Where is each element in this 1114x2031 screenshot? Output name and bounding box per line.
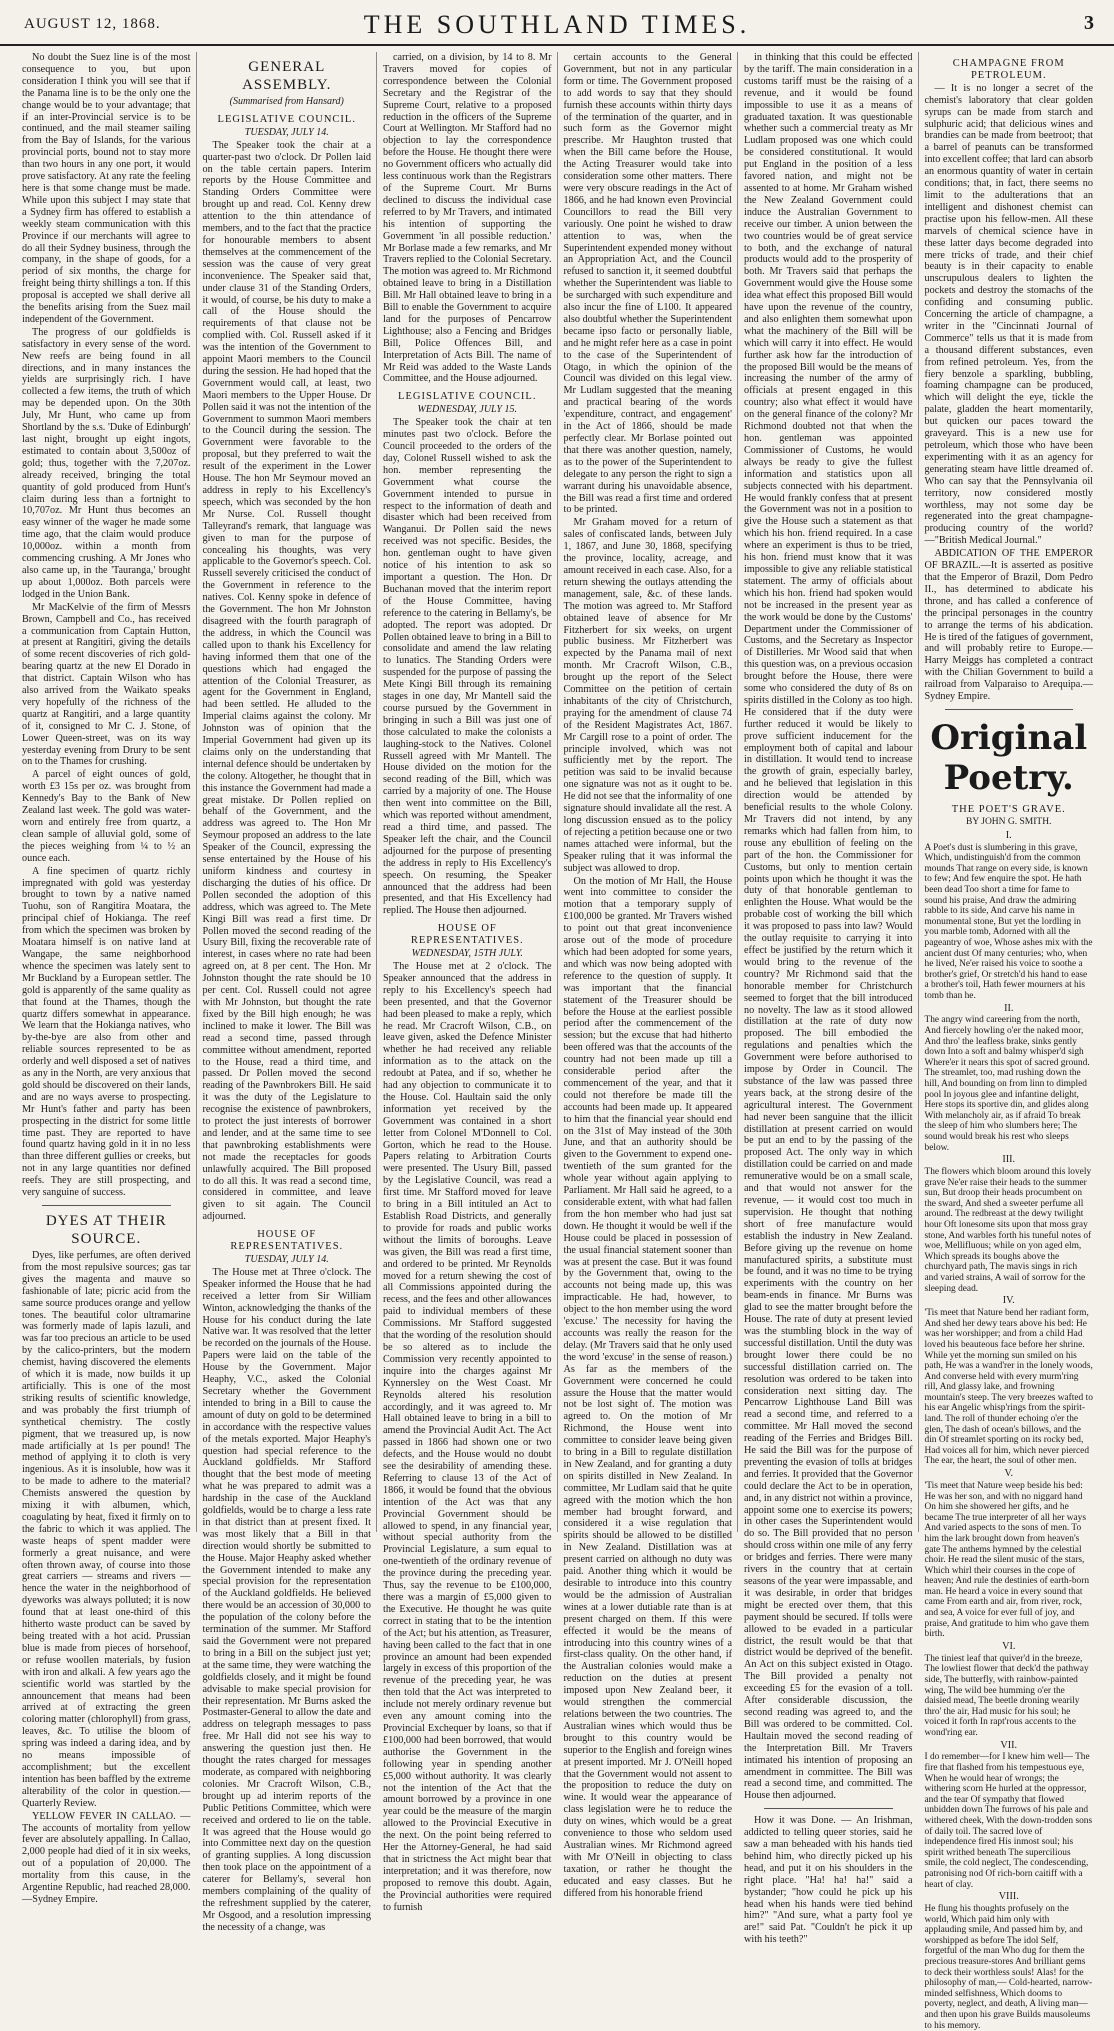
newspaper-title: THE SOUTHLAND TIMES. bbox=[363, 10, 751, 39]
article-paragraph: A fine specimen of quartz richly impregnated with gold was yesterday brought to town by a native named Tuohu, son of Rangitira Moatara, the principal chief of Hokianga. The reef from which the specimen was broken by Moatara himself is on native land at Wangape, the same neighborhood whence the specimen was lately sent to Mr Buckland by a European settler. The gold is apparently of the same quality as that found at the Thames, though the quartz differs somewhat in appearance. We learn that the Hokianga natives, who by-the-bye are also from other and reliable sources represented to be as orderly and well disposed a set of natives as any in the North, are very anxious that gold should be discovered on their lands, and are no ways averse to prospecting. Mr Hunt's father and party has been prospecting in the district for some little time past. They are reported to have found quartz having gold in it in no less than three different gullies or creeks, but not in any large quantities nor defined reefs. They are still prospecting, and very sanguine of success. bbox=[22, 865, 191, 1199]
poem-stanza: The angry wind careering from the north, And fiercely howling o'er the naked moor, And thro' the leafless brake, sinks gently down Into a soft and balmy whisper'd sigh Where'er it nears this spot of sacred ground. The streamlet, too, mad rushing down the hill, And bounding on from linn to dimpled pool In joyous glee and infantine delight, Here stops its sportive din, and glides along With melancholy air, as if afraid To break the sleep of him who slumbers here; The sound would break his rest who sleeps below. bbox=[924, 1015, 1090, 1153]
article-paragraph: The House met at Three o'clock. The Speaker informed the House that he had received a letter from Sir William Winton, acknowledging the thanks of the House for his conduct during the late Native war. It was resolved that the letter be recorded on the journals of the House. Papers were laid on the table of the House by the Government. Major Heaphy, V.C., asked the Colonial Secretary whether the Government intended to bring in a Bill to cause the amount of duty on gold to be determined in accordance with the respective values of the metals exported. Major Heaphy's question had special reference to the Auckland goldfields. Mr Stafford thought that the best mode of meeting what he was prepared to admit was a hardship in the case of the Auckland goldfields, would be to charge a less rate in that district than at present fixed. It was most likely that a Bill in that direction would shortly be submitted to the House. Major Heaphy asked whether the Government intended to make any special provision for the representation of the Auckland goldfields. He believed there would be an accession of 30,000 to the population of the colony before the termination of the summer. Mr Stafford said the Government were not prepared to bring in a Bill on the subject just yet; at the same time, they were watching the goldfields closely, and it might be found advisable to make special provision for their representation. Mr Burns asked the Postmaster-General to allow the date and address on telegraph messages to pass free. Mr Hall did not see his way to answering the question just then. He thought the rates charged for messages moderate, as compared with neighboring colonies. Mr Cracroft Wilson, C.B., brought up ad interim reports of the Public Petitions Committee, which were received and ordered to lie on the table. It was agreed that the House would go into Committee next day on the question of granting supplies. A long discussion then took place on the appointment of a caterer for Bellamy's, several hon members complaining of the quality of the refreshment supplied by the caterer, Mr Osgood, and a resolution impressing the necessity of a change, was bbox=[202, 1266, 371, 1933]
anecdote-paragraph: How it was Done. — An Irishman, addicted to telling queer stories, said he saw a man beheaded with his hands tied behind him, who directly picked up his head, and put it on his shoulders in the right place. "Ha! ha! ha!" said a bystander; "how could he pick up his head when his hands were tied behind him?" "And sure, what a party fool ye are!" said Pat. "Couldn't he pick it up with his teeth?" bbox=[744, 1815, 913, 1946]
poem-title: THE POET'S GRAVE. bbox=[951, 803, 1066, 815]
page-number: 3 bbox=[1084, 12, 1094, 34]
stanza-number: VII. bbox=[1000, 1739, 1018, 1751]
sitting-date: WEDNESDAY, 15TH JULY. bbox=[411, 948, 523, 960]
poem-byline: BY JOHN G. SMITH. bbox=[966, 816, 1052, 827]
column-6 bbox=[924, 52, 1099, 2031]
stanza-number: V. bbox=[1004, 1468, 1014, 1480]
chamber-heading: LEGISLATIVE COUNCIL. bbox=[217, 113, 356, 125]
chamber-heading: LEGISLATIVE COUNCIL. bbox=[398, 391, 537, 403]
section-heading: GENERAL ASSEMBLY. bbox=[242, 59, 332, 93]
article-heading: DYES AT THEIR SOURCE. bbox=[45, 1213, 167, 1247]
article-heading: CHAMPAGNE FROM PETROLEUM. bbox=[952, 58, 1065, 81]
section-subheading: (Summarised from Hansard) bbox=[229, 96, 344, 107]
poem-stanza: The tiniest leaf that quiver'd in the breeze, The lowliest flower that deck'd the pathway side, The butterfly, with rainbow-painted wing, The wild bee humming o'er the daisied mead, The beetle droning wearily thro' the air, Had music for his soul; he voiced it forth In rapt'rous accents to the wond'ring ear. bbox=[924, 1653, 1089, 1738]
sitting-date: TUESDAY, JULY 14. bbox=[244, 126, 329, 138]
stanza-number: IV. bbox=[1002, 1295, 1015, 1307]
article-paragraph: The House met at 2 o'clock. The Speaker announced that the address in reply to his Excellency's speech had been presented, and that the Governor had been pleased to make a reply, which he read. Mr Cracroft Wilson, C.B., on leave given, asked the Defence Minister whether he had received any reliable information as to the attack on the redoubt at Patea, and if so, whether he had any objection to communicate it to the House. Col. Haultain said the only information yet received by the Government was contained in a short letter from Colonel M'Donnell to Col. Gorton, which he read to the House. Papers relating to Arbitration Courts were presented. The Usury Bill, passed by the Legislative Council, was read a first time. Mr Stafford moved for leave to bring in a Bill intituled an Act to Establish Road Districts, and generally to provide for roads and public works without the limits of boroughs. Leave was given, the Bill was read a first time, and ordered to be printed. Mr Reynolds moved for a return shewing the cost of all Commissions appointed during the recess, and the fees and other allowances paid to individual members of these Commissions. Mr Stafford suggested that the wording of the resolution should be so altered as to include the Commission very recently appointed to inquire into the charges against Mr Kynnersley on the West Coast. Mr Reynolds altered his resolution accordingly, and it was agreed to. Mr Hall obtained leave to bring in a bill to amend the Provincial Audit Act. The Act passed in 1866 had shown one or two defects, and the House would no doubt see the desirability of amending these. Referring to clause 13 of the Act of 1866, it would be found that the obvious intention of the Act was that any Provincial Government should be allowed to spend, in any financial year, without special authority from the Provincial Legislature, a sum equal to one-twentieth of the ordinary revenue of the province during the preceding year. Thus, say the revenue to be £100,000, there was a margin of £5,000 given to the Executive. He thought he was quite correct in stating that to be the intention of the Act; but his attention, as Treasurer, having been called to the fact that in one province an amount had been expended largely in excess of this proportion of the revenue of the preceding year, he was then told that the Act was interpreted to include not merely ordinary revenue but even any amount coming into the Provincial Exchequer by loans, so that if £100,000 had been borrowed, that would authorise the Government in the following year in spending another £5,000 without authority. It was clearly not the intention of the Act that the amount borrowed by a province in one year could be the measure of the margin allowed to the Provincial Executive in the next. On the point being referred to Her the Attorney-General, he had said that in strictness the Act might bear that interpretation; and it was therefore, now proposed to remove this doubt. Again, the Provincial authorities were required to furnish bbox=[383, 960, 552, 1913]
article-paragraph: Mr Graham moved for a return of sales of confiscated lands, between July 1, 1867, and June 30, 1868, specifying the province, locality, acreage, and amount received in each case. Also, for a return shewing the outlays attending the management, sale, &c. of these lands. The motion was agreed to. Mr Stafford obtained leave of absence for Mr Fitzherbert for six weeks, on urgent public business. Mr Fitzherbert was expected by the Panama mail of next month. Mr Cracroft Wilson, C.B., brought up the report of the Select Committee on the petition of certain inhabitants of the city of Christchurch, praying for the amendment of clause 74 of the Resident Magistrates Act, 1867. Mr Cargill rose to a point of order. The principle involved, which was not sufficiently met by the report. The petition was said to be invalid because one signature was not as it ought to be. He did not see that the informality of one signature should invalidate all the rest. A long discussion ensued as to the policy of rejecting a petition because one or two names attached were informal, but the Speaker ruling that it was informal the subject was allowed to drop. bbox=[563, 517, 732, 874]
stanza-number: VIII. bbox=[998, 1891, 1019, 1903]
column-3 bbox=[383, 52, 558, 1913]
article-paragraph: ABDICATION OF THE EMPEROR OF BRAZIL.—It is asserted as positive that the Emperor of Brazil, Dom Pedro II., has determined to abdicate his throne, and has called a conference of the principal personages in the country to arrange the terms of his abdication. He is tired of the fatigues of government, and will probably retire to Europe.—Harry Meiggs has completed a contract with the Chilian Government to build a railroad from Valparaiso to Arequipa.—Sydney Empire. bbox=[924, 548, 1093, 703]
issue-date: AUGUST 12, 1868. bbox=[24, 16, 161, 32]
article-paragraph: certain accounts to the General Government, but not in any particular form or time. The Government proposed to add words to say that they should furnish these accounts within thirty days of the termination of the quarter, and in such form as the Governor might prescribe. Mr Haughton trusted that when the Bill came before the House, the Acting Treasurer would take into consideration some other matters. There were very obscure readings in the Act of 1866, and he had known even Provincial Councillors to read the Bill very variously. One point he wished to draw attention to was, when the Superintendent expended money without an Appropriation Act, and the Council refused to sanction it, it seemed doubtful whether the Superintendent was liable to be surcharged with such expenditure and also incur the fine of L100. It appeared also doubtful whether the Superintendent became ipso facto or personally liable, and he might refer here as a case in point to the case of the Superintendent of Otago, in which the opinion of the Council was divided on this legal view. Mr Ludlam suggested that the meaning and practical bearing of the words 'expenditure, contract, and engagement' in the Act of 1866, should be made perfectly clear. Mr Borlase pointed out that there was another question, namely, as to the power of the Superintendent to delegate to any person the right to sign a warrant during his unavoidable absence, the Bill was read a first time and ordered to be printed. bbox=[563, 52, 732, 516]
article-paragraph: The Speaker took the chair at a quarter-past two o'clock. Dr Pollen laid on the table certain papers. Interim reports by the House Committee and Standing Orders Committee were brought up and read. Col. Kenny drew attention to the thin attendance of members, and to the fact that the practice for honourable members to absent themselves at the commencement of the session was the cause of very great inconvenience. The Speaker said that, under clause 31 of the Standing Orders, it would, of course, be his duty to make a call of the House should the requirements of that clause not be complied with. Col. Russell asked if it was the intention of the Government to appoint Maori members to the Council during the session. He had hoped that the Government would call, at least, two Maori members to the Upper House. Dr Pollen said it was not the intention of the Government to summon Maori members to the Council during the session. The Government were favorable to the proposal, but they preferred to wait the result of the experiment in the Lower House. The hon Mr Seymour moved an address in reply to his Excellency's speech, which was seconded by the hon Mr Nurse. Col. Russell thought Talleyrand's remark, that language was given to man for the purpose of concealing his thoughts, was very applicable to the Governor's speech. Col. Russell severely criticised the conduct of the Government in reference to the natives. Col. Kenny spoke in defence of the Government. The hon Mr Johnston disagreed with the fourth paragraph of the address, in which the Council was called upon to thank his Excellency for having informed them that one of the questions which had engaged the attention of the Colonial Treasurer, as agent for the Government in England, had been settled. He alluded to the Imperial claims against the colony. Mr Johnston was of opinion that the Imperial Government had given up its claims only on the understanding that internal defence should be undertaken by the colony. Altogether, he thought that in this instance the Government had made a great mistake. Dr Pollen replied on behalf of the Government, and the address was agreed to. The Hon Mr Seymour proposed an address to the late Speaker of the Council, expressing the sense entertained by the House of his uniform kindness and courtesy in discharging the duties of his office. Dr Pollen seconded the adoption of this address, which was agreed to. The Mete Kingi Bill was read a first time. Dr Pollen moved the second reading of the Usury Bill, fixing the recoverable rate of interest, in cases where no rate had been agreed on, at 8 per cent. The Hon. Mr Johnston thought the rate should be 10 per cent. Col. Russell could not agree with Mr Johnston, but thought the rate fixed by the Bill high enough; he was inclined to make it lower. The Bill was read a second time, passed through committee without amendment, reported to the House, read a third time, and passed. Dr Pollen moved the second reading of the Pawnbrokers Bill. He said it was the duty of the Legislature to recognise the existence of pawnbrokers, to protect the just interests of borrower and lender, and at the same time to see that pawnbroking establishments were not made the receptacles for goods unlawfully acquired. The Bill proposed to do all this. It was read a second time, considered in committee, and leave given to sit again. The Council adjourned. bbox=[202, 139, 371, 1223]
article-paragraph: in thinking that this could be effected by the tariff. The main consideration in a customs tariff must be the raising of a revenue, and it would be found impossible to use it as a means of graduated taxation. It was questionable whether such a commercial treaty as Mr Ludlam proposed was one which could be considered constitutional. It would put England in the position of a less favored nation, and might not be assented to at home. Mr Graham wished the New Zealand Government could induce the Australian Government to receive our timber. A union between the two countries would be of great service to both, and the exchange of natural products would add to the prosperity of both. Mr Travers said that perhaps the Government would give the House some idea what effect this proposed Bill would have upon the revenue of the country, and also enlighten them somewhat upon what the machinery of the Bill will be which will carry it into effect. He would further ask how far the introduction of the proposed Bill would be the means of increasing the number of the army of officials at present engaged in this country; also what effect it would have on the general finance of the colony? Mr Richmond doubted not that when the hon. gentleman was appointed Commissioner of Customs, he would always be ready to give the fullest information and statistics upon all subjects connected with his department. He would frankly confess that at present the Government was not in a position to give the House such a statement as that which his hon. friend required. In a case where an experiment is thus to be tried, his hon. friend must know that it was impossible to give any reliable statistical statement. The army of officials about which his hon. friend had spoken would not be increased in the present year as the work would be done by the Customs' Department under the Commissioner of Customs, and the Secretary as Inspector of Distilleries. Mr Wood said that when this question was, on a previous occasion brought before the House, there were some who considered the duty of 8s on spirits distilled in the Colony as too high. He considered that if the duty were further reduced it would be likely to prove sufficient inducement for the employment both of capital and labour in distillation. It would tend to increase the growth of grain, especially barley, and he believed that legislation in this direction would be attended by beneficial results to the whole Colony. Mr Travers did not intend, by any remarks which had fallen from him, to rouse any ebullition of feeling on the part of the hon. the Commissioner for Customs, but only to mention certain points upon which he thought it was the duty of that honorable gentleman to enlighten the House. What would be the probable cost of working the bill which it was proposed to pass into law? Would the outlay requisite to carrying it into effect be justified by the return which it would bring to the revenue of the country? Mr Richmond said that the honorable member for Christchurch seemed to forget that the bill introduced no novelty. The law as it stood allowed distillation at the rate of duty now proposed. The bill embodied the regulations and penalties which the Government were before authorised to impose by Order in Council. The substance of the law was passed three years back, at the strong desire of the agricultural interest. The Government had never been sanguine that the illicit distillation at present carried on would be put an end to by the passing of the proposed Act. The only way in which distillation could be carried on and made remunerative would be on a small scale, and that would not answer for the revenue, — it would cost too much in supervision. He thought that nothing short of free manufacture would establish the industry in New Zealand. Before giving up the revenue on home manufactured spirits, a substitute must be found, and it was no time to be trying experiments with the country on her beam-ends in finance. Mr Burns was glad to see the matter brought before the House. The rate of duty at present levied was the stumbling block in the way of successful distillation. Until the duty was brought lower there could be no successful distillation carried on. The resolution was ordered to be taken into consideration next sitting day. The Pencarrow Lighthouse Land Bill was read a second time, and referred to a committee. Mr Hall moved the second reading of the Ferries and Bridges Bill. He said the Bill was for the purpose of preventing the evasion of tolls at bridges and ferries. It provided that the Governor could declare the Act to be in operation, and, in any district not within a province, appoint some one to exercise its powers; in other cases the Superintendent would do so. The Bill provided that no person should cross within one mile of any ferry or bridges and ferries. There were many rivers in the country that at certain seasons of the year were impassable, and it was desirable, in order that bridges might be erected over them, that this payment should be secured. If tolls were allowed to be evaded in a particular district, the result would be that that district would be deprived of the benefit. An Act on this subject existed in Otago. The Bill provided a penalty not exceeding £5 for the evasion of a toll. After considerable discussion, the second reading was agreed to, and the Bill was ordered to be committed. Col. Haultain moved the second reading of the Interpretation Bill. Mr Travers intimated his intention of proposing an amendment in committee. The Bill was read a second time, and committed. The House then adjourned. bbox=[744, 52, 913, 1802]
article-paragraph: On the motion of Mr Hall, the House went into committee to consider the motion that a temporary supply of £100,000 be granted. Mr Travers wished to point out that great inconvenience arose out of the mode of procedure which had been adopted for some years, and which was now being adopted with reference to the question of supply. It was important that the financial statement of the Treasurer should be before the House at the earliest possible period after the commencement of the session; but the excuse that had hitherto been offered was that the accounts of the country had not been made up till a considerable period after the commencement of the year, and that it could not therefore be made till the accounts had been made up. It appeared to him that the financial year should end on the 31st of May instead of the 30th June, and that an authority should be given to the Government to expend one-twentieth of the sum granted for the whole year without again applying to Parliament. Mr Hall said he agreed, to a considerable extent, with what had fallen from the hon member who had just sat down. He thought it would be well if the House could be placed in possession of the usual financial statement sooner than was at present the case. But it was found by the Government that, owing to the accounts not being made up, this was impracticable. He had, however, to object to the hon member using the word 'excuse.' The necessity for having the accounts was really the reason for the delay. (Mr Travers said that he only used the word 'excuse' in the sense of reason.) As far as the members of the Government were concerned he could assure the House that the matter would not be lost sight of. The motion was agreed to. On the motion of Mr Richmond, the House went into committee to consider leave being given to bring in a Bill to regulate distillation in New Zealand, and for granting a duty on spirits distilled in New Zealand. In committee, Mr Ludlam said that he quite agreed with the motion which the hon member had brought forward, and considered it a wise regulation that spirits should be allowed to be distilled in New Zealand. Distillation was at present carried on although no duty was paid. Another thing which it would be desirable to introduce into this country would be the admission of Australian wines at a lower dutiable rate than is at present charged on them. If this were effected it would be the means of introducing into this country wines of a first-class quality. On the other hand, if the Australian colonies would make a reduction on the duties at present imposed upon New Zealand beer, it would strengthen the commercial relations between the two countries. The Australian wines which would thus be brought to this country would be superior to the English and foreign wines at present imported. Mr J. O'Neill hoped that the Government would not assent to the proposition to reduce the duty on wine. It would wear the appearance of class legislation were he to reduce the duty on wines, which would be a great convenience to those who seldom used Australian wines. Mr Richmond agreed with Mr O'Neill in objecting to class taxation, or rather he thought the educated and easy classes. But he differed from his honorable friend bbox=[563, 875, 732, 1899]
article-paragraph: carried, on a division, by 14 to 8. Mr Travers moved for copies of correspondence between the Colonial Secretary and the Registrar of the Supreme Court, relative to a proposed reduction in the officers of the Supreme Court at Wellington. Mr Stafford had no objection to lay the correspondence before the House. He thought there were no Government officers who actually did less continuous work than the Registrars of the Supreme Court. Mr Burns declined to discuss the individual case referred to by Mr Travers, and intimated his intention of supporting the Government 'in all possible reduction.' Mr Borlase made a few remarks, and Mr Travers replied to the Colonial Secretary. The motion was agreed to. Mr Richmond obtained leave to bring in a Distillation Bill. Mr Hall obtained leave to bring in a Bill to enable the Government to acquire land for the purposes of Pencarrow Lighthouse; also a Fencing and Bridges Bill, Police Offences Bill, and Interpretation of Acts Bill. The name of Mr Reid was added to the Waste Lands Committee, and the House adjourned. bbox=[383, 52, 552, 385]
column-5 bbox=[744, 52, 919, 1946]
poem-stanza: A Poet's dust is slumbering in this grave, Which, undistinguish'd from the common mounds That range on every side, is known to few; And few enquire the spot. He hath been dead Too short a time for fame to sound his praise, And draw the admiring rabble to its side, And carve his name in monumental stone, But yet the lordling in you marble tomb, Adorned with all the pageantry of woe, Whose ashes mix with the ancient dust Of many centuries; who, when he lived, Ne'er raised his voice to soothe a brother's grief, Or stretch'd his hand to ease a brother's toil, Hath fewer mourners at his tomb than he. bbox=[924, 842, 1093, 1001]
masthead bbox=[0, 0, 1114, 46]
column-4 bbox=[563, 52, 739, 1899]
poem-stanza: I do remember—for I knew him well— The fire that flashed from his tempestuous eye, When he would hear of wrongs; the withering scorn He hurled at the oppressor, and the tear Of sympathy that flowed unbidden down The furrows of his pale and withered cheek, With the down-trodden sons of daily toil. The sacred love of independence fired His inmost soul; his spirit writhed beneath The supercilious smile, the cold neglect, The condescending, patronising nod Of rich-born caitiff with a heart of clay. bbox=[924, 1752, 1093, 1890]
poem-stanza: 'Tis meet that Nature weep beside his bed: He was her son, and with no niggard hand On him she showered her gifts, and he became The true interpreter of all her ways And varied aspects to the sons of men. To him the lark brought down from heaven's gate The anthems hymned by the celestial choir. He read the silent music of the stars, Which whirl their courses in the cope of heaven; And rule the destinies of earth-born man. He heard a voice in every sound that came From earth and air, from river, rock, and sea, A voice for ever full of joy, and praise, And gratitude to him who gave them birth. bbox=[924, 1480, 1090, 1640]
stanza-number: VI. bbox=[1002, 1640, 1016, 1652]
stanza-number: III. bbox=[1002, 1154, 1016, 1166]
article-paragraph: Mr MacKelvie of the firm of Messrs Brown, Campbell and Co., has received a communication from Captain Hutton, at present at Rangitiri, giving the details of some recent discoveries of rich gold-bearing quartz at the new El Dorado in that district. Captain Wilson who has also arrived from the Waikato speaks very hopefully of the richness of the quartz at Rangitiri, and a large quantity of it, consigned to Mr C. J. Stone, of Lower Queen-street, was on its way yesterday evening from Drury to be sent on to the Thames for crushing. bbox=[22, 601, 191, 768]
poetry-section-heading: Original Poetry. bbox=[930, 717, 1088, 798]
stanza-number: I. bbox=[1005, 829, 1012, 841]
column-2 bbox=[202, 52, 378, 1933]
article-paragraph: No doubt the Suez line is of the most consequence to you, but upon consideration I think you will see that if the Panama line is to be the only one the change would be to your advantage; that if an inter-Provincial service is to be continued, and the mail steamer sailing from the Bay of Islands, for the various provincial ports, bound not to stay more than two hours in any one port, it would prove satisfactory. At any rate the feeling here is that some change must be made. While upon this subject I may state that a Sydney firm has offered to establish a weekly steam communication with this Province if our merchants will agree to do all their Sydney business, through the company, in the shape of goods, for a period of six months, the charge for freight being thirty shillings a ton. If this proposal is accepted we shall derive all the benefits arising from the Suez mail independent of the Government. bbox=[22, 52, 191, 325]
article-paragraph: YELLOW FEVER IN CALLAO. — The accounts of mortality from yellow fever are absolutely appalling. In Callao, 2,000 people had died of it in six weeks, out of a population of 20,000. The mortality from this cause, in the Argentine Republic, had reached 28,000.—Sydney Empire. bbox=[22, 1810, 191, 1905]
chamber-heading: HOUSE OF REPRESENTATIVES. bbox=[410, 923, 524, 947]
article-paragraph: Dyes, like perfumes, are often derived from the most repulsive sources; gas tar gives the magenta and mauve so fashionable of late; picric acid from the same source produces orange and yellow tones. The beautiful color ultramarine was formerly made of lapis lazuli, and was far too precious an article to be used by the calico-printers, but the modern chemist, having discovered the elements of which it is made, now builds it up artificially. This is one of the most striking results of scientific knowledge, and was probably the first triumph of synthetical chemistry. The costly pigment, that we treasured up, is now made artificially at 1s per pound! The method of applying it to cloth is very ingenious. As it is insoluble, how was it to be made to adhere to the material? Chemists answered the question by mixing it with albumen, which, coagulating by heat, fixed it firmly on to the fabric to which it was applied. The waste heaps of spent madder were formerly a great nuisance, and were often thrown away, of course into those great carriers — streams and rivers — hence the water in the neighborhood of dyeworks was always polluted; it is now found that at least one-third of this hitherto waste product can be saved by being treated with a hot acid. Prussian blue is made from pieces of horsehoof, or refuse woollen materials, by fusion with iron and alkali. A few years ago the scientific world was startled by the announcement that means had been arrived at of extracting the green coloring matter (chlorophyll) from grass, leaves, &c. To utilise the bloom of spring was indeed a daring idea, and by no means impossible of accomplishment; but the excellent intention has been baffled by the extreme alterability of the color in question.—Quarterly Review. bbox=[22, 1250, 191, 1809]
article-paragraph: The Speaker took the chair at ten minutes past two o'clock. Before the Council proceeded to the orders of the day, Colonel Russell wished to ask the hon. member representing the Government what course the Government intended to pursue in respect to the information of death and disaster which had been received from Wanganui. Dr Pollen said the news received was not specific. Besides, the hon. gentleman ought to have given notice of his intention to ask so important a question. The Hon. Dr Buchanan moved that the interim report of the House Committee, having reference to the catering in Bellamy's, be adopted. The report was adopted. Dr Pollen obtained leave to bring in a Bill to consolidate and amend the law relating to lunatics. The Standing Orders were suspended for the purpose of passing the Mete Kingi Bill through its remaining stages in one day, Mr Mantell said the course pursued by the Government in bringing in such a Bill was just one of those calculated to make the colonists a laughing-stock to the Natives. Colonel Russell agreed with Mr Mantell. The House divided on the motion for the second reading of the Bill, which was carried by a majority of one. The House then went into committee on the Bill, which was reported without amendment, read a third time, and passed. The Speaker left the chair, and the Council adjourned for the purpose of presenting the address in reply to His Excellency's speech. On resuming, the Speaker announced that the address had been presented, and that His Excellency had replied. The House then adjourned. bbox=[383, 417, 552, 917]
sitting-date: WEDNESDAY, JULY 15. bbox=[417, 404, 517, 416]
page-columns bbox=[22, 52, 1098, 2031]
sitting-date: TUESDAY, JULY 14. bbox=[244, 1254, 329, 1265]
poem-stanza: He flung his thoughts profusely on the world, Which paid him only with applauding smile, And passed him by, and worshipped as before The idol Self, forgetful of the man Who dug for them the precious treasure-stores And brilliant gems to deck their worthless souls! Alas! for the philosophy of man,— Cold-hearted, narrow-minded selfishness, Which dooms to poverty, neglect, and death, A living man—and then upon his grave Builds mausoleums to his memory. bbox=[924, 1904, 1093, 2031]
article-paragraph: — It is no longer a secret of the chemist's laboratory that clear golden syrups can be made from starch and sulphuric acid; that delicious wines and brandies can be made from beetroot; that a barrel of peanuts can be transformed into excellent coffee; that lard can absorb an enormous quantity of water in certain conditions; that, in fact, there seems no limit to the adulterations that an intelligent and dishonest chemist can practise upon his fellow-men. All these marvels of chemical science have in these latter days become degraded into mere tricks of trade, and their chief beauty is in their capacity to enable unscrupulous dealers to lighten the pockets and destroy the stomachs of the confiding and consuming public. Concerning the article of champagne, a writer in the "Cincinnati Journal of Commerce" tells us that it is made from a thousand different substances, even from refined petroleum. Yes, from the fiery benzole a sparkling, bubbling, foaming champagne can be produced, which will delight the eye, tickle the palate, gladden the heart momentarily, but quicken our paces toward the graveyard. This is a new use for petroleum, which those who have been experimenting with it as an agency for generating steam have little dreamed of. Who can say that the Pennsylvania oil territory, now considered mostly worthless, may not some day be regenerated into the great champagne-producing country of the world?—"British Medical Journal." bbox=[924, 82, 1093, 547]
article-paragraph: A parcel of eight ounces of gold, worth £3 15s per oz. was brought from Kennedy's Bay to the Bank of New Zealand last week. The gold was water-worn and entirely free from quartz, a clean sample of alluvial gold, some of the pieces weighing from ¼ to ½ an ounce each. bbox=[22, 769, 191, 864]
poem-stanza: 'Tis meet that Nature bend her radiant form, And shed her dewy tears above his bed: He was her worshipper; and from a child Had loved his beauteous face before her shrine. While yet the morning sun smiled on his path, He was a wand'rer in the lonely woods, And converse held with every murm'ring rill, And glassy lake, and frowning mountain's steep. The very breezes wafted to his ear Angelic whisp'rings from the spirit-land. The roll of thunder echoing o'er the glen, The dash of ocean's billows, and the din Of streamlet sporting on its rocky bed, Had voices all for him, which never pierced The ear, the heart, the soul of other men. bbox=[924, 1308, 1093, 1467]
divider bbox=[764, 1808, 893, 1809]
chamber-heading: HOUSE OF REPRESENTATIVES. bbox=[230, 1229, 344, 1253]
divider bbox=[42, 1205, 171, 1206]
column-1 bbox=[22, 52, 197, 1905]
stanza-number: II. bbox=[1004, 1002, 1014, 1014]
article-paragraph: The progress of our goldfields is satisfactory in every sense of the word. New reefs are being found in all directions, and in many instances the yields are surprisingly rich. I have collected a few items, the truth of which may be depended upon. On the 30th July, Mr Hunt, who came up from Shortland by the s.s. 'Duke of Edinburgh' last night, brought up eight ingots, estimated to contain about 3,500oz of gold; thus, together with the 7,207oz. already received, bringing the total quantity of gold produced from Hunt's claim during less than a fortnight to 10,707oz. Mr Hunt thus becomes an easy winner of the wager he made some time ago, that the claim would produce 10,000oz. within a month from commencing crushing. A Mr Jones who also came up, in the 'Tauranga,' brought up about 1,000oz. Both parcels were lodged in the Union Bank. bbox=[22, 326, 191, 600]
divider bbox=[945, 709, 1074, 710]
poem-stanza: The flowers which bloom around this lovely grave Ne'er raise their heads to the summer sun, But droop their heads procumbent on the sward, And shed a sweeter perfume all around. The redbreast at the dewy twilight hour Oft lonesome sits upon that moss gray stone, And warbles forth his tuneful notes of woe, Mellifluous; while on yon aged elm, Which spreads its boughs above the churchyard path, The mavis sings in rich and varied strains, A wail of sorrow for the sleeping dead. bbox=[924, 1167, 1092, 1294]
